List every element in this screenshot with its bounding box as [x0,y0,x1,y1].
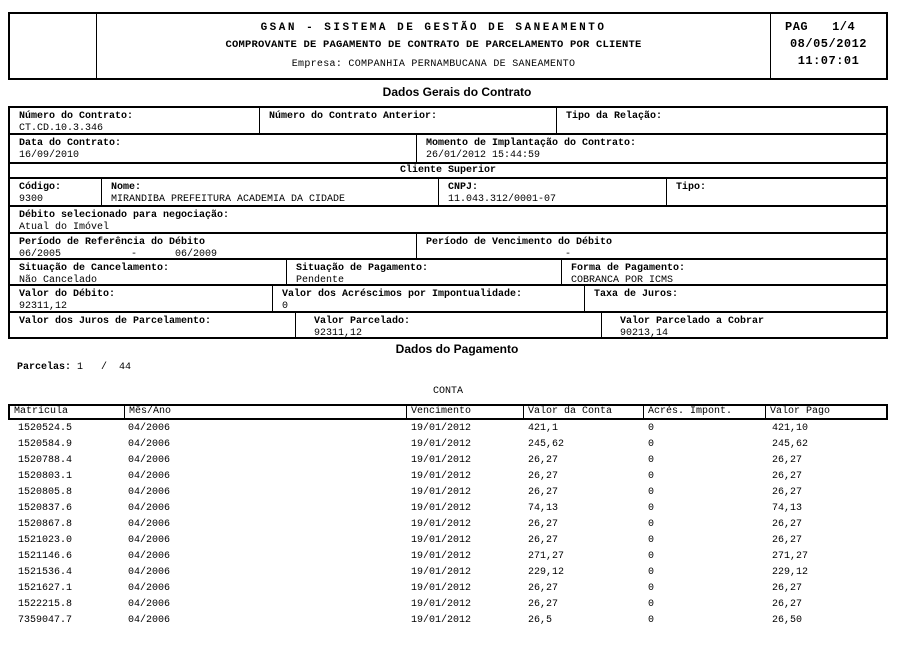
field-value: Não Cancelado [19,275,98,284]
table-cell: 0 [648,423,655,434]
table-cell: 271,27 [528,551,565,562]
logo-area [10,14,97,78]
debt-value-cell [10,286,273,311]
column-header-valor-conta: Valor da Conta [524,406,644,418]
table-row [8,501,888,517]
table-cell: 1520805.8 [18,487,73,498]
general-data-table [8,106,888,339]
table-cell: 0 [648,551,655,562]
table-row [10,313,886,337]
previous-contract-cell [260,108,557,133]
table-cell: 04/2006 [128,423,171,434]
relation-type-cell [557,108,886,133]
table-cell: 19/01/2012 [411,439,472,450]
table-cell: 1520867.8 [18,519,73,530]
implantation-cell [417,135,886,162]
client-superior-header: Cliente Superior [399,165,496,176]
field-label: Valor dos Acréscimos por Impontualidade: [282,289,523,300]
table-cell: 19/01/2012 [411,583,472,594]
table-cell: 04/2006 [128,487,171,498]
table-row [8,565,888,581]
table-cell: 0 [648,567,655,578]
table-row [8,437,888,453]
table-cell: 26,27 [528,471,559,482]
table-cell: 04/2006 [128,503,171,514]
table-cell: 19/01/2012 [411,423,472,434]
field-value: 06/2005 - 06/2009 [19,249,218,258]
table-cell: 0 [648,439,655,450]
field-label: Período de Referência do Débito [19,237,206,248]
table-cell: 421,1 [528,423,559,434]
table-cell: 1520788.4 [18,455,73,466]
table-cell: 04/2006 [128,455,171,466]
table-cell: 04/2006 [128,583,171,594]
report-header-table [8,12,888,80]
page-info-box [770,14,886,78]
field-label: Débito selecionado para negociação: [19,210,230,221]
column-header-vencimento: Vencimento [407,406,524,418]
table-cell: 19/01/2012 [411,535,472,546]
table-cell: 04/2006 [128,471,171,482]
column-header-valor-pago: Valor Pago [770,406,831,417]
field-value [557,122,886,123]
table-cell: 74,13 [772,503,803,514]
field-value [667,193,886,194]
parceled-value-cell [296,313,602,337]
field-label: Forma de Pagamento: [571,263,686,274]
table-cell: 26,27 [528,455,559,466]
table-cell: 1520803.1 [18,471,73,482]
conta-table-header [8,404,888,420]
field-label: Data do Contrato: [19,138,122,149]
field-value: 16/09/2010 [19,150,80,161]
table-cell: 26,27 [772,599,803,610]
table-cell: 245,62 [528,439,565,450]
table-cell: 1520524.5 [18,423,73,434]
conta-table-body [8,421,888,629]
field-value: - [565,249,572,258]
table-cell: 04/2006 [128,439,171,450]
parcels-current: 1 [77,362,84,373]
table-cell: 7359047.7 [18,615,73,626]
table-cell: 0 [648,519,655,530]
table-row [10,260,886,286]
table-cell: 26,27 [528,583,559,594]
conta-table-title: CONTA [432,386,463,397]
parcels-line [17,362,131,373]
field-label: Momento de Implantação do Contrato: [426,138,637,149]
table-cell: 19/01/2012 [411,519,472,530]
table-cell: 1521146.6 [18,551,73,562]
payment-status-cell [287,260,562,284]
table-cell: 19/01/2012 [411,503,472,514]
debt-selected-cell [10,207,886,232]
table-cell: 26,27 [528,519,559,530]
report-header-center [97,14,770,78]
table-cell: 0 [648,583,655,594]
table-row [8,533,888,549]
client-name-cell [102,179,439,205]
field-label: Valor do Débito: [19,289,116,300]
column-header-acres-impont: Acrés. Impont. [644,406,766,418]
table-row [10,179,886,207]
due-period-cell [417,234,886,258]
field-value: COBRANCA POR ICMS [571,275,674,284]
field-value [10,327,295,328]
field-value: Atual do Imóvel [19,222,110,232]
field-value: 90213,14 [620,328,669,337]
table-cell: 26,27 [772,535,803,546]
page-value: 1/4 [832,20,856,34]
table-row [8,517,888,533]
report-title: GSAN - SISTEMA DE GESTÃO DE SANEAMENTO [260,22,607,34]
table-cell: 04/2006 [128,599,171,610]
column-header-mes-ano: Mês/Ano [125,406,407,418]
report-date: 08/05/2012 [789,37,867,51]
field-label: Número do Contrato: [19,111,134,122]
client-cnpj-cell [439,179,667,205]
table-cell: 0 [648,503,655,514]
parceled-to-charge-cell [602,313,886,337]
table-row [10,108,886,135]
cancel-status-cell [10,260,287,284]
table-row [10,164,886,179]
report-subtitle: COMPROVANTE DE PAGAMENTO DE CONTRATO DE PARCELAMENTO POR CLIENTE [225,39,642,51]
report-time: 11:07:01 [797,54,860,68]
ref-period-cell [10,234,417,258]
table-row [8,469,888,485]
table-cell: 0 [648,471,655,482]
payment-method-cell [562,260,886,284]
field-label: Valor Parcelado a Cobrar [620,316,765,327]
table-row [8,581,888,597]
field-value: 26/01/2012 15:44:59 [426,150,541,161]
table-cell: 19/01/2012 [411,599,472,610]
table-cell: 1520837.6 [18,503,73,514]
table-cell: 0 [648,487,655,498]
table-cell: 1521536.4 [18,567,73,578]
table-cell: 245,62 [772,439,809,450]
table-cell: 1521023.0 [18,535,73,546]
parcels-total: 44 [119,362,132,373]
field-value: MIRANDIBA PREFEITURA ACADEMIA DA CIDADE [111,194,346,205]
page-label: PAG [785,20,809,34]
late-fees-cell [273,286,585,311]
field-label: CNPJ: [448,182,479,193]
contract-date-cell [10,135,417,162]
table-cell: 229,12 [772,567,809,578]
parcels-label: Parcelas: [17,362,72,373]
table-cell: 1520584.9 [18,439,73,450]
field-label: Valor dos Juros de Parcelamento: [19,316,212,327]
table-row [8,549,888,565]
table-cell: 1522215.8 [18,599,73,610]
column-header-matricula: Matrícula [10,406,125,418]
table-cell: 26,27 [528,535,559,546]
field-label: Tipo da Relação: [566,111,663,122]
table-row [10,286,886,313]
page-number [771,21,886,34]
table-cell: 74,13 [528,503,559,514]
field-value [260,122,556,123]
table-cell: 19/01/2012 [411,455,472,466]
field-value: Pendente [296,275,345,284]
field-label: Valor Parcelado: [314,316,411,327]
field-value: CT.CD.10.3.346 [19,123,104,133]
field-value: 0 [282,301,289,311]
field-value: 92311,12 [19,301,68,311]
field-label: Número do Contrato Anterior: [269,111,438,122]
parcels-separator: / [101,362,108,373]
table-cell: 26,50 [772,615,803,626]
table-cell: 26,27 [772,487,803,498]
table-cell: 26,27 [528,599,559,610]
table-row [10,207,886,234]
table-cell: 421,10 [772,423,809,434]
general-section-title: Dados Gerais do Contrato [382,85,532,99]
table-row [8,421,888,437]
table-cell: 26,27 [528,487,559,498]
table-row [8,613,888,629]
table-row [10,234,886,260]
table-row [8,453,888,469]
table-cell: 26,5 [528,615,553,626]
client-superior-cell [10,164,886,177]
field-label: Período de Vencimento do Débito [426,237,613,248]
table-cell: 229,12 [528,567,565,578]
table-cell: 0 [648,599,655,610]
table-cell: 19/01/2012 [411,551,472,562]
client-type-cell [667,179,886,205]
table-cell: 04/2006 [128,567,171,578]
table-cell: 04/2006 [128,615,171,626]
field-label: Situação de Cancelamento: [19,263,170,274]
table-row [10,135,886,164]
field-value: 92311,12 [314,328,363,337]
table-row [8,597,888,613]
table-cell: 19/01/2012 [411,615,472,626]
table-cell: 26,27 [772,455,803,466]
payment-section-title: Dados do Pagamento [395,342,519,356]
table-cell: 0 [648,455,655,466]
field-label: Código: [19,182,62,193]
field-value: 11.043.312/0001-07 [448,194,557,205]
table-cell: 26,27 [772,519,803,530]
table-cell: 19/01/2012 [411,487,472,498]
field-value: 9300 [19,194,44,205]
table-cell: 19/01/2012 [411,567,472,578]
table-cell: 26,27 [772,471,803,482]
table-cell: 0 [648,615,655,626]
field-label: Taxa de Juros: [594,289,679,300]
field-label: Nome: [111,182,142,193]
table-cell: 26,27 [772,583,803,594]
contract-number-cell [10,108,260,133]
table-cell: 1521627.1 [18,583,73,594]
table-cell: 04/2006 [128,551,171,562]
table-cell: 04/2006 [128,519,171,530]
field-label: Tipo: [676,182,707,193]
table-cell: 0 [648,535,655,546]
field-label: Situação de Pagamento: [296,263,429,274]
company-line: Empresa: COMPANHIA PERNAMBUCANA DE SANEAMENTO [291,59,576,70]
table-row [8,485,888,501]
client-code-cell [10,179,102,205]
installment-interest-cell [10,313,296,337]
table-cell: 04/2006 [128,535,171,546]
interest-rate-cell [585,286,886,311]
field-value [585,300,886,301]
table-cell: 19/01/2012 [411,471,472,482]
table-cell: 271,27 [772,551,809,562]
